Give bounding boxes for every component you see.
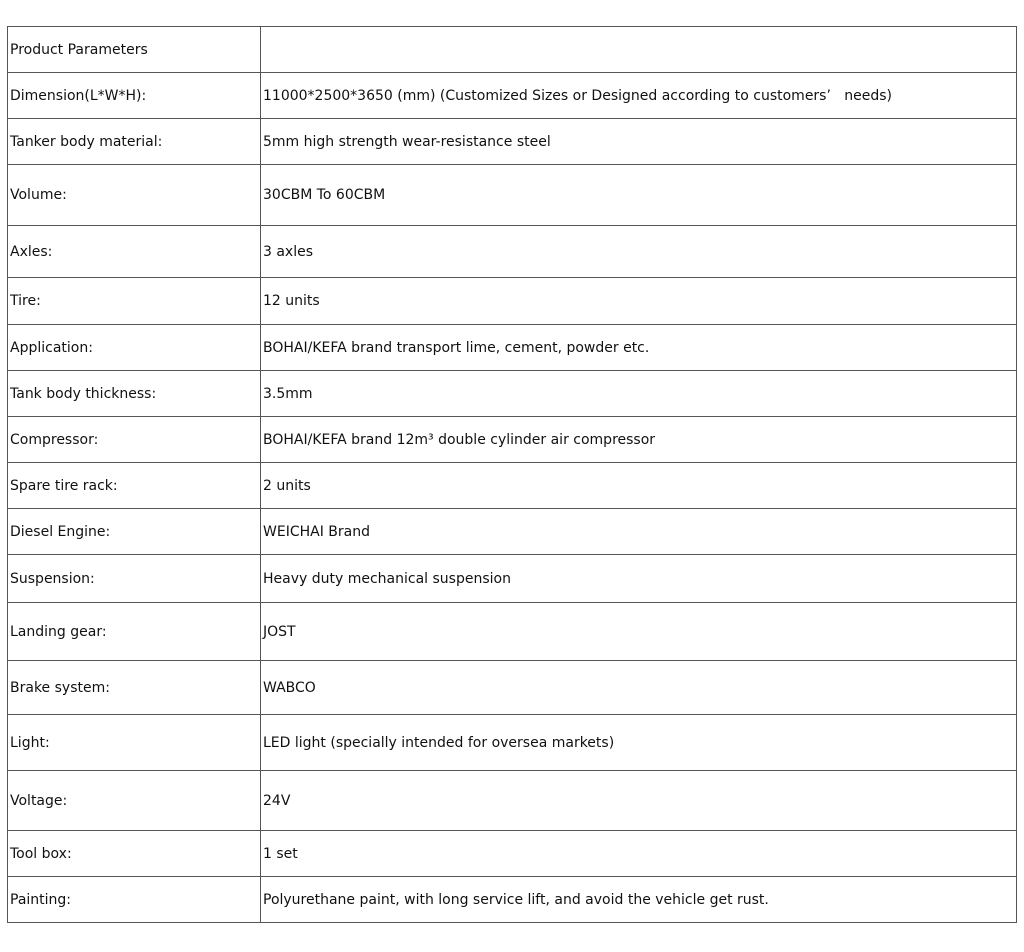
- parameter-label: Landing gear:: [8, 603, 261, 661]
- parameter-value: Heavy duty mechanical suspension: [261, 555, 1017, 603]
- product-parameters-table: [7, 26, 1017, 923]
- parameter-value: Polyurethane paint, with long service lift, and avoid the vehicle get rust.: [261, 877, 1017, 923]
- parameter-value: [261, 27, 1017, 73]
- table-row: [8, 603, 1017, 661]
- parameter-label: Diesel Engine:: [8, 509, 261, 555]
- table-row: [8, 165, 1017, 226]
- parameter-label: Suspension:: [8, 555, 261, 603]
- table-row: [8, 417, 1017, 463]
- parameter-value: 12 units: [261, 278, 1017, 325]
- parameter-label: Dimension(L*W*H):: [8, 73, 261, 119]
- table-row: [8, 226, 1017, 278]
- parameter-label: Application:: [8, 325, 261, 371]
- table-row: [8, 463, 1017, 509]
- table-row: [8, 509, 1017, 555]
- table-row: [8, 371, 1017, 417]
- parameter-value: LED light (specially intended for oversea markets): [261, 715, 1017, 771]
- parameter-label: Spare tire rack:: [8, 463, 261, 509]
- parameter-value: BOHAI/KEFA brand transport lime, cement, powder etc.: [261, 325, 1017, 371]
- parameter-label: Tank body thickness:: [8, 371, 261, 417]
- parameter-label: Axles:: [8, 226, 261, 278]
- parameter-value: 3.5mm: [261, 371, 1017, 417]
- parameter-value: WABCO: [261, 661, 1017, 715]
- parameter-value: 5mm high strength wear-resistance steel: [261, 119, 1017, 165]
- table-row: [8, 715, 1017, 771]
- parameter-label: Tire:: [8, 278, 261, 325]
- parameter-value: 24V: [261, 771, 1017, 831]
- table-row: [8, 73, 1017, 119]
- parameter-value: 1 set: [261, 831, 1017, 877]
- parameter-label: Product Parameters: [8, 27, 261, 73]
- parameter-label: Painting:: [8, 877, 261, 923]
- table-row: [8, 278, 1017, 325]
- parameter-value: 3 axles: [261, 226, 1017, 278]
- table-row: [8, 831, 1017, 877]
- parameter-value: 30CBM To 60CBM: [261, 165, 1017, 226]
- parameter-label: Compressor:: [8, 417, 261, 463]
- parameter-label: Brake system:: [8, 661, 261, 715]
- parameter-label: Volume:: [8, 165, 261, 226]
- table-row: [8, 555, 1017, 603]
- parameter-value: 11000*2500*3650 (mm) (Customized Sizes or Designed according to customers’ needs): [261, 73, 1017, 119]
- parameter-label: Tanker body material:: [8, 119, 261, 165]
- table-row: [8, 877, 1017, 923]
- parameter-label: Voltage:: [8, 771, 261, 831]
- parameter-label: Tool box:: [8, 831, 261, 877]
- parameter-value: BOHAI/KEFA brand 12m³ double cylinder air compressor: [261, 417, 1017, 463]
- table-row: [8, 119, 1017, 165]
- parameter-value: JOST: [261, 603, 1017, 661]
- table-row: [8, 771, 1017, 831]
- parameter-value: WEICHAI Brand: [261, 509, 1017, 555]
- parameter-value: 2 units: [261, 463, 1017, 509]
- parameter-label: Light:: [8, 715, 261, 771]
- table-row: [8, 661, 1017, 715]
- table-row: [8, 325, 1017, 371]
- table-row: [8, 27, 1017, 73]
